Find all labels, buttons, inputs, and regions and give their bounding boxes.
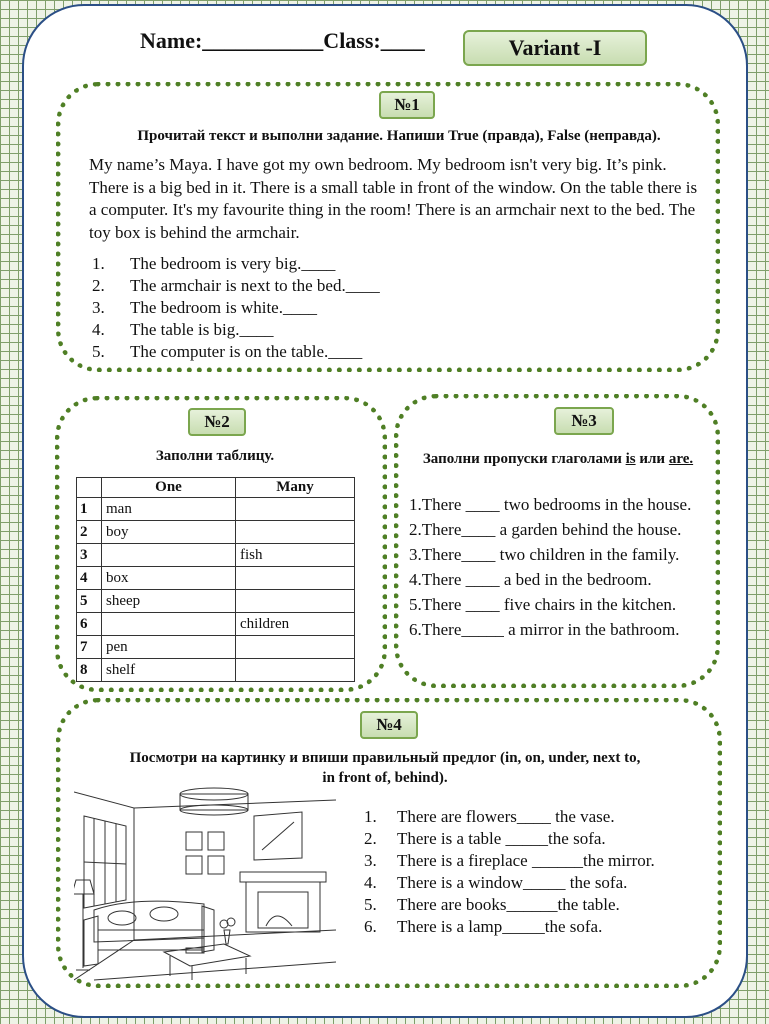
list-item — [92, 341, 380, 363]
cell-one[interactable] — [102, 544, 236, 567]
task3-instruction — [400, 451, 716, 468]
table-row — [77, 659, 355, 682]
cell-one[interactable]: shelf — [102, 659, 236, 682]
list-item: 2.There____ a garden behind the house. — [409, 520, 682, 539]
item-number: 2. — [364, 829, 377, 848]
task1-badge: №1 — [379, 91, 435, 119]
task3-badge: №3 — [554, 407, 614, 435]
item-number: 5. — [92, 342, 105, 361]
row-number: 8 — [77, 659, 102, 682]
item-number: 1. — [92, 254, 105, 273]
list-item — [92, 253, 380, 275]
name-class-line: Name:___________Class:____ — [140, 28, 425, 53]
list-item — [364, 894, 655, 916]
list-item: 4.There ____ a bed in the bedroom. — [409, 570, 652, 589]
instruction-text: Заполни пропуски глаголами — [422, 451, 626, 467]
task1-reading-text: My name’s Maya. I have got my own bedroom. My bedroom isn't very big. It’s pink. There is a big bed in it. There is a small table in front of the window. On the table there is a computer. It's my favourite thing in the room! There is an armchair next to the bed. The toy box is behind the armchair. — [89, 155, 698, 242]
cell-many[interactable] — [236, 567, 355, 590]
task2-instruction: Заполни таблицу. — [155, 448, 275, 464]
item-text: The bedroom is very big.____ — [130, 254, 336, 273]
item-text: There is a fireplace ______the mirror. — [397, 851, 655, 870]
cell-one[interactable]: man — [102, 498, 236, 521]
item-text: The computer is on the table.____ — [130, 342, 363, 361]
item-text: The table is big.____ — [130, 320, 274, 339]
header-cell-one: One — [102, 478, 236, 498]
task1-instruction: Прочитай текст и выполни задание. Напиши True (правда), False (неправда). — [137, 128, 661, 144]
verb-is: is — [625, 451, 636, 467]
row-number: 3 — [77, 544, 102, 567]
cell-many[interactable] — [236, 636, 355, 659]
cell-one[interactable]: pen — [102, 636, 236, 659]
list-item — [92, 297, 380, 319]
list-item — [364, 916, 655, 938]
instruction-line: in front of, behind). — [322, 770, 448, 786]
item-number: 1. — [364, 807, 377, 826]
row-number: 2 — [77, 521, 102, 544]
cell-one[interactable] — [102, 613, 236, 636]
table-row — [77, 498, 355, 521]
item-text: The armchair is next to the bed.____ — [130, 276, 380, 295]
row-number: 5 — [77, 590, 102, 613]
table-row — [77, 521, 355, 544]
cell-many[interactable] — [236, 659, 355, 682]
task3-sentence-list — [409, 492, 691, 642]
item-number: 2. — [92, 276, 105, 295]
row-number: 1 — [77, 498, 102, 521]
living-room-picture — [74, 780, 336, 982]
item-number: 4. — [92, 320, 105, 339]
task4-badge: №4 — [360, 711, 418, 739]
row-number: 7 — [77, 636, 102, 659]
item-text: There is a lamp_____the sofa. — [397, 917, 603, 936]
list-item — [364, 806, 655, 828]
row-number: 6 — [77, 613, 102, 636]
instruction-or: или — [635, 451, 669, 467]
list-item — [364, 828, 655, 850]
table-header-row — [77, 478, 355, 498]
item-number: 3. — [364, 851, 377, 870]
cell-many[interactable] — [236, 521, 355, 544]
item-number: 6. — [364, 917, 377, 936]
row-number: 4 — [77, 567, 102, 590]
task2-badge: №2 — [188, 408, 246, 436]
item-text: There are books______the table. — [397, 895, 620, 914]
item-number: 3. — [92, 298, 105, 317]
item-text: There are flowers____ the vase. — [397, 807, 615, 826]
item-text: The bedroom is white.____ — [130, 298, 317, 317]
header-cell-many: Many — [236, 478, 355, 498]
cell-many[interactable] — [236, 590, 355, 613]
item-number: 4. — [364, 873, 377, 892]
table-row — [77, 636, 355, 659]
cell-many[interactable] — [236, 498, 355, 521]
table-row — [77, 567, 355, 590]
list-item: 6.There_____ a mirror in the bathroom. — [409, 620, 680, 639]
item-text: There is a window_____ the sofa. — [397, 873, 628, 892]
cell-one[interactable]: box — [102, 567, 236, 590]
list-item — [92, 275, 380, 297]
verb-are: are. — [668, 451, 694, 467]
list-item: 1.There ____ two bedrooms in the house. — [409, 495, 692, 514]
cell-many[interactable]: children — [236, 613, 355, 636]
list-item — [92, 319, 380, 341]
instruction-line: Посмотри на картинку и впиши правильный предлог (in, on, under, next to, — [129, 750, 641, 766]
noun-table — [76, 477, 355, 682]
table-row — [77, 613, 355, 636]
item-number: 5. — [364, 895, 377, 914]
list-item — [364, 872, 655, 894]
cell-one[interactable]: sheep — [102, 590, 236, 613]
list-item — [364, 850, 655, 872]
cell-many[interactable]: fish — [236, 544, 355, 567]
task1-question-list — [92, 253, 380, 363]
table-row — [77, 590, 355, 613]
task4-question-list — [364, 806, 655, 938]
cell-one[interactable]: boy — [102, 521, 236, 544]
item-text: There is a table _____the sofa. — [397, 829, 606, 848]
variant-label: Variant -I — [463, 30, 647, 66]
table-row — [77, 544, 355, 567]
list-item: 5.There ____ five chairs in the kitchen. — [409, 595, 677, 614]
list-item: 3.There____ two children in the family. — [409, 545, 680, 564]
header-cell-number — [77, 478, 102, 498]
